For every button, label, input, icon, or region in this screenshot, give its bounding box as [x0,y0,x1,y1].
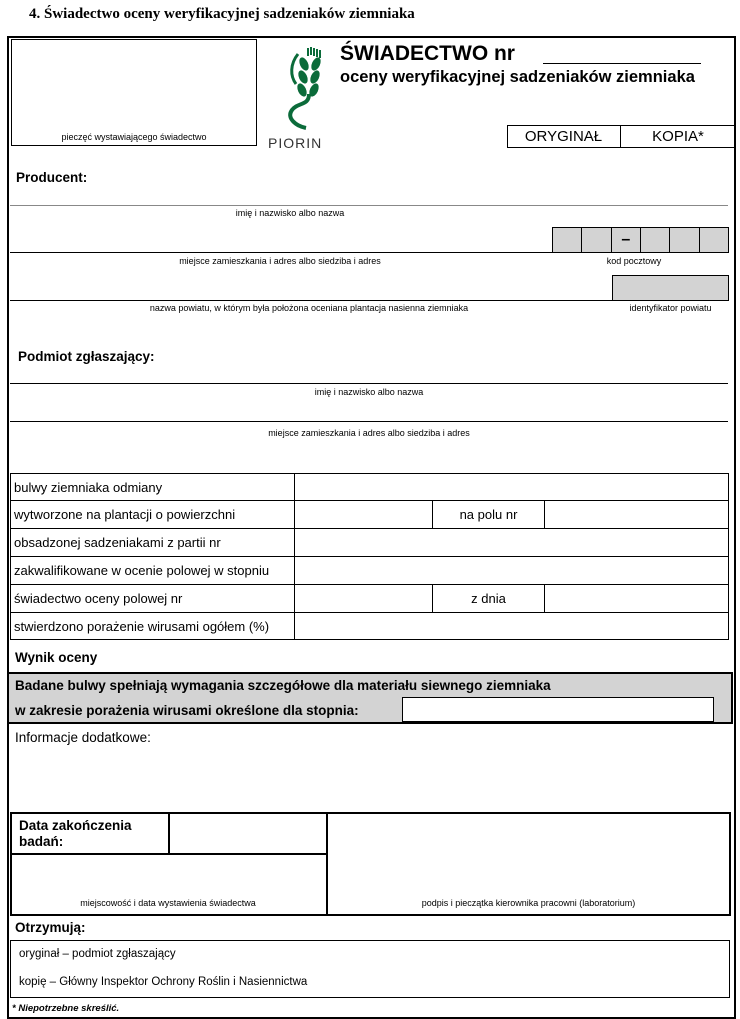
row-variety-label: bulwy ziemniaka odmiany [14,479,163,495]
wheat-logo-icon [268,44,326,130]
footnote: * Niepotrzebne skreślić. [12,1003,120,1014]
grade-input[interactable] [295,557,728,584]
area-input[interactable] [295,501,432,528]
certificate-title: ŚWIADECTWO nr [340,42,515,65]
recipient-item: kopię – Główny Inspektor Ochrony Roślin i Nasiennictwa [19,976,308,988]
completion-date-input[interactable] [170,814,326,853]
row-grade-label: zakwalifikowane w ocenie polowej w stopniu [14,563,270,578]
additional-info-label: Informacje dodatkowe: [15,730,151,745]
recipients-heading: Otrzymują: [15,920,86,935]
result-heading: Wynik oceny [15,650,98,665]
applicant-name-caption: imię i nazwisko albo nazwa [314,387,424,397]
certificate-number-line [543,63,701,64]
variety-input[interactable] [295,474,728,500]
field-cert-input[interactable] [295,585,432,612]
applicant-heading: Podmiot zgłaszający: [18,349,155,364]
producer-name-caption: imię i nazwisko albo nazwa [235,208,345,218]
certificate-subtitle: oceny weryfikacyjnej sadzeniaków ziemniaka [340,68,695,86]
producer-name-line[interactable] [10,205,728,206]
signature-area[interactable] [328,814,729,894]
postal-code-caption: kod pocztowy [606,256,662,266]
row-virus-label: stwierdzono porażenie wirusami ogółem (%) [14,619,270,634]
postal-code-boxes[interactable] [552,227,729,253]
signature-caption: podpis i pieczątka kierownika pracowni (laboratorium) [421,898,636,908]
postal-dash: – [612,228,641,252]
result-grade-input[interactable] [402,697,714,722]
lot-input[interactable] [295,529,728,556]
result-line-2: w zakresie porażenia wirusami określone dla stopnia: [15,703,359,718]
row-field-label: na polu nr [459,507,518,522]
district-id-box[interactable] [612,275,729,301]
piorin-logo [268,44,326,151]
district-caption: nazwa powiatu, w którym była położona oceniana plantacja nasienna ziemniaka [149,303,469,313]
row-field-cert-label: świadectwo oceny polowej nr [14,591,183,606]
field-number-input[interactable] [545,501,728,528]
completion-date-label-1: Data zakończenia [19,818,132,833]
row-date-label: z dnia [471,591,506,606]
logo-text: PIORIN [268,135,323,151]
place-date-input[interactable] [12,855,326,895]
applicant-address-line[interactable] [10,421,728,422]
place-date-caption: miejscowość i data wystawienia świadectwa [80,898,256,908]
copy-label[interactable]: KOPIA* [652,128,704,145]
producer-address-caption: miejsce zamieszkania i adres albo siedziba i adres [179,256,381,266]
section-title: 4. Świadectwo oceny weryfikacyjnej sadzeniaków ziemniaka [29,6,415,22]
applicant-address-caption: miejsce zamieszkania i adres albo siedziba i adres [268,428,470,438]
row-area-label: wytworzone na plantacji o powierzchni [14,507,236,522]
additional-info-area[interactable] [10,750,728,808]
applicant-name-line[interactable] [10,383,728,384]
field-cert-date-input[interactable] [545,585,728,612]
stamp-caption: pieczęć wystawiającego świadectwo [61,132,207,142]
stamp-box [11,39,257,146]
result-line-1: Badane bulwy spełniają wymagania szczegółowe dla materiału siewnego ziemniaka [15,678,551,693]
original-label[interactable]: ORYGINAŁ [524,128,603,145]
district-id-caption: identyfikator powiatu [629,303,712,313]
producer-heading: Producent: [16,170,88,185]
row-lot-label: obsadzonej sadzeniakami z partii nr [14,535,221,550]
recipient-item: oryginał – podmiot zgłaszający [19,948,176,960]
virus-input[interactable] [295,613,728,640]
completion-date-label-2: badań: [19,834,64,849]
